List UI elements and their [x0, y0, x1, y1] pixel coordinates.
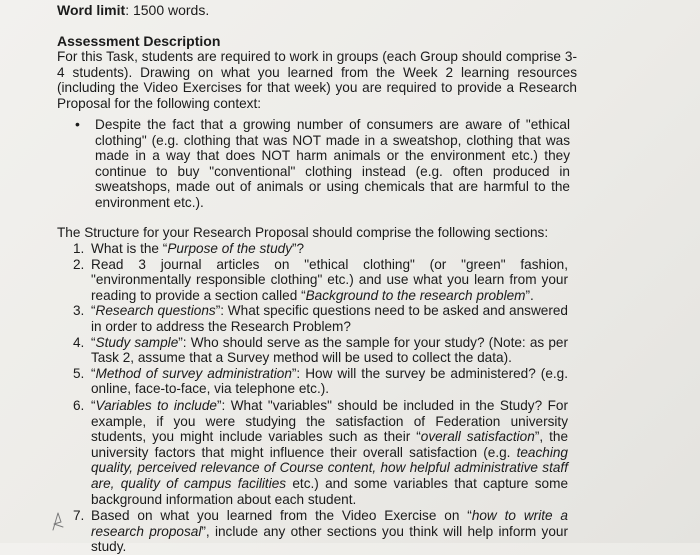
item-text: Read 3 journal articles on "ethical clothing" (or "green" fashion, "environmentally responsible clothing" etc.) and use what you learn from your reading to provide a section called “ [91, 256, 568, 303]
item-text: ”: Who should serve as the sample for your study? (Note: as per Task 2, assume that a Survey method will be used to collect the data). [91, 334, 568, 366]
structure-item [73, 257, 568, 304]
item-emphasis: Variables to include [95, 397, 217, 413]
item-text: ”, the university factors that might influence their overall satisfaction (e.g. [91, 429, 569, 460]
item-emphasis: Study sample [95, 334, 179, 350]
structure-item [73, 241, 568, 257]
structure-intro: The Structure for your Research Proposal should comprise the following sections: [57, 225, 549, 240]
item-emphasis: overall satisfaction [420, 429, 535, 445]
item-emphasis: Background to the research problem [305, 287, 526, 303]
assessment-heading: Assessment Description [57, 33, 221, 49]
word-limit-label: Word limit [57, 2, 126, 18]
item-text: “ [91, 303, 96, 319]
item-text: “ [91, 365, 96, 381]
item-text: ”: What "variables" should be included in the Study? For example, if you were studying the satisfaction of Federation university students, you might include variables such as their “ [91, 397, 568, 445]
assessment-intro: For this Task, students are required to work in groups (each Group should comprise 3-4 students). Drawing on what you learned from the Week 2 learning resources (including the Video Exercises for that week) you are required to provide a Research Proposal for the following context: [57, 49, 577, 111]
item-text: ”? [292, 241, 305, 256]
context-bullet-text: Despite the fact that a growing number of consumers are aware of "ethical clothing" (e.g. clothing that was NOT made in a sweatshop, clothing that was made in a way that does NOT harm animals or the environment etc.) they continue to buy "conventional" clothing instead (e.g. often produced in sweatshops, made out of animals or using chemicals that are harmful to the environment etc.). [95, 117, 570, 210]
structure-item [73, 366, 568, 397]
item-number: 2. [73, 256, 85, 272]
context-bullet-list [75, 117, 570, 210]
item-number: 7. [73, 508, 85, 524]
structure-list [73, 241, 568, 555]
word-limit-value: : 1500 words. [125, 2, 210, 18]
item-number: 6. [73, 397, 85, 413]
item-emphasis: teaching quality, perceived relevance of Course content, how helpful administrative staff are, quality of campus facilities [91, 444, 568, 491]
structure-item [73, 398, 568, 507]
item-emphasis: Research questions [95, 303, 216, 319]
item-text: ”: What specific questions need to be asked and answered in order to address the Research Problem? [91, 303, 568, 334]
item-number: 3. [73, 303, 85, 319]
handwritten-pencil-mark-icon [50, 510, 66, 532]
word-limit [57, 2, 209, 18]
item-text: etc.) and some variables that capture some background information about each student. [91, 475, 568, 507]
item-text: “ [91, 334, 96, 350]
structure-item [73, 303, 568, 334]
item-text: ”, include any other sections you think will help inform your study. [91, 523, 568, 555]
context-bullet-item [75, 117, 570, 210]
item-text: ”. [525, 287, 534, 303]
item-emphasis: Purpose of the study [167, 241, 292, 256]
item-text: What is the “ [91, 241, 168, 256]
item-number: 1. [73, 241, 85, 256]
item-number: 4. [73, 334, 85, 350]
item-number: 5. [73, 365, 85, 381]
item-emphasis: Method of survey administration [95, 365, 292, 381]
item-text: ”: How will the survey be administered? (e.g. online, face-to-face, via telephone etc.). [91, 365, 568, 397]
item-text: “ [91, 397, 96, 413]
structure-item [73, 335, 568, 366]
item-emphasis: how to write a research proposal [91, 508, 568, 539]
item-text: Based on what you learned from the Video Exercise on “ [91, 508, 472, 524]
bullet-dot-icon: • [75, 116, 80, 132]
structure-item [73, 508, 568, 555]
